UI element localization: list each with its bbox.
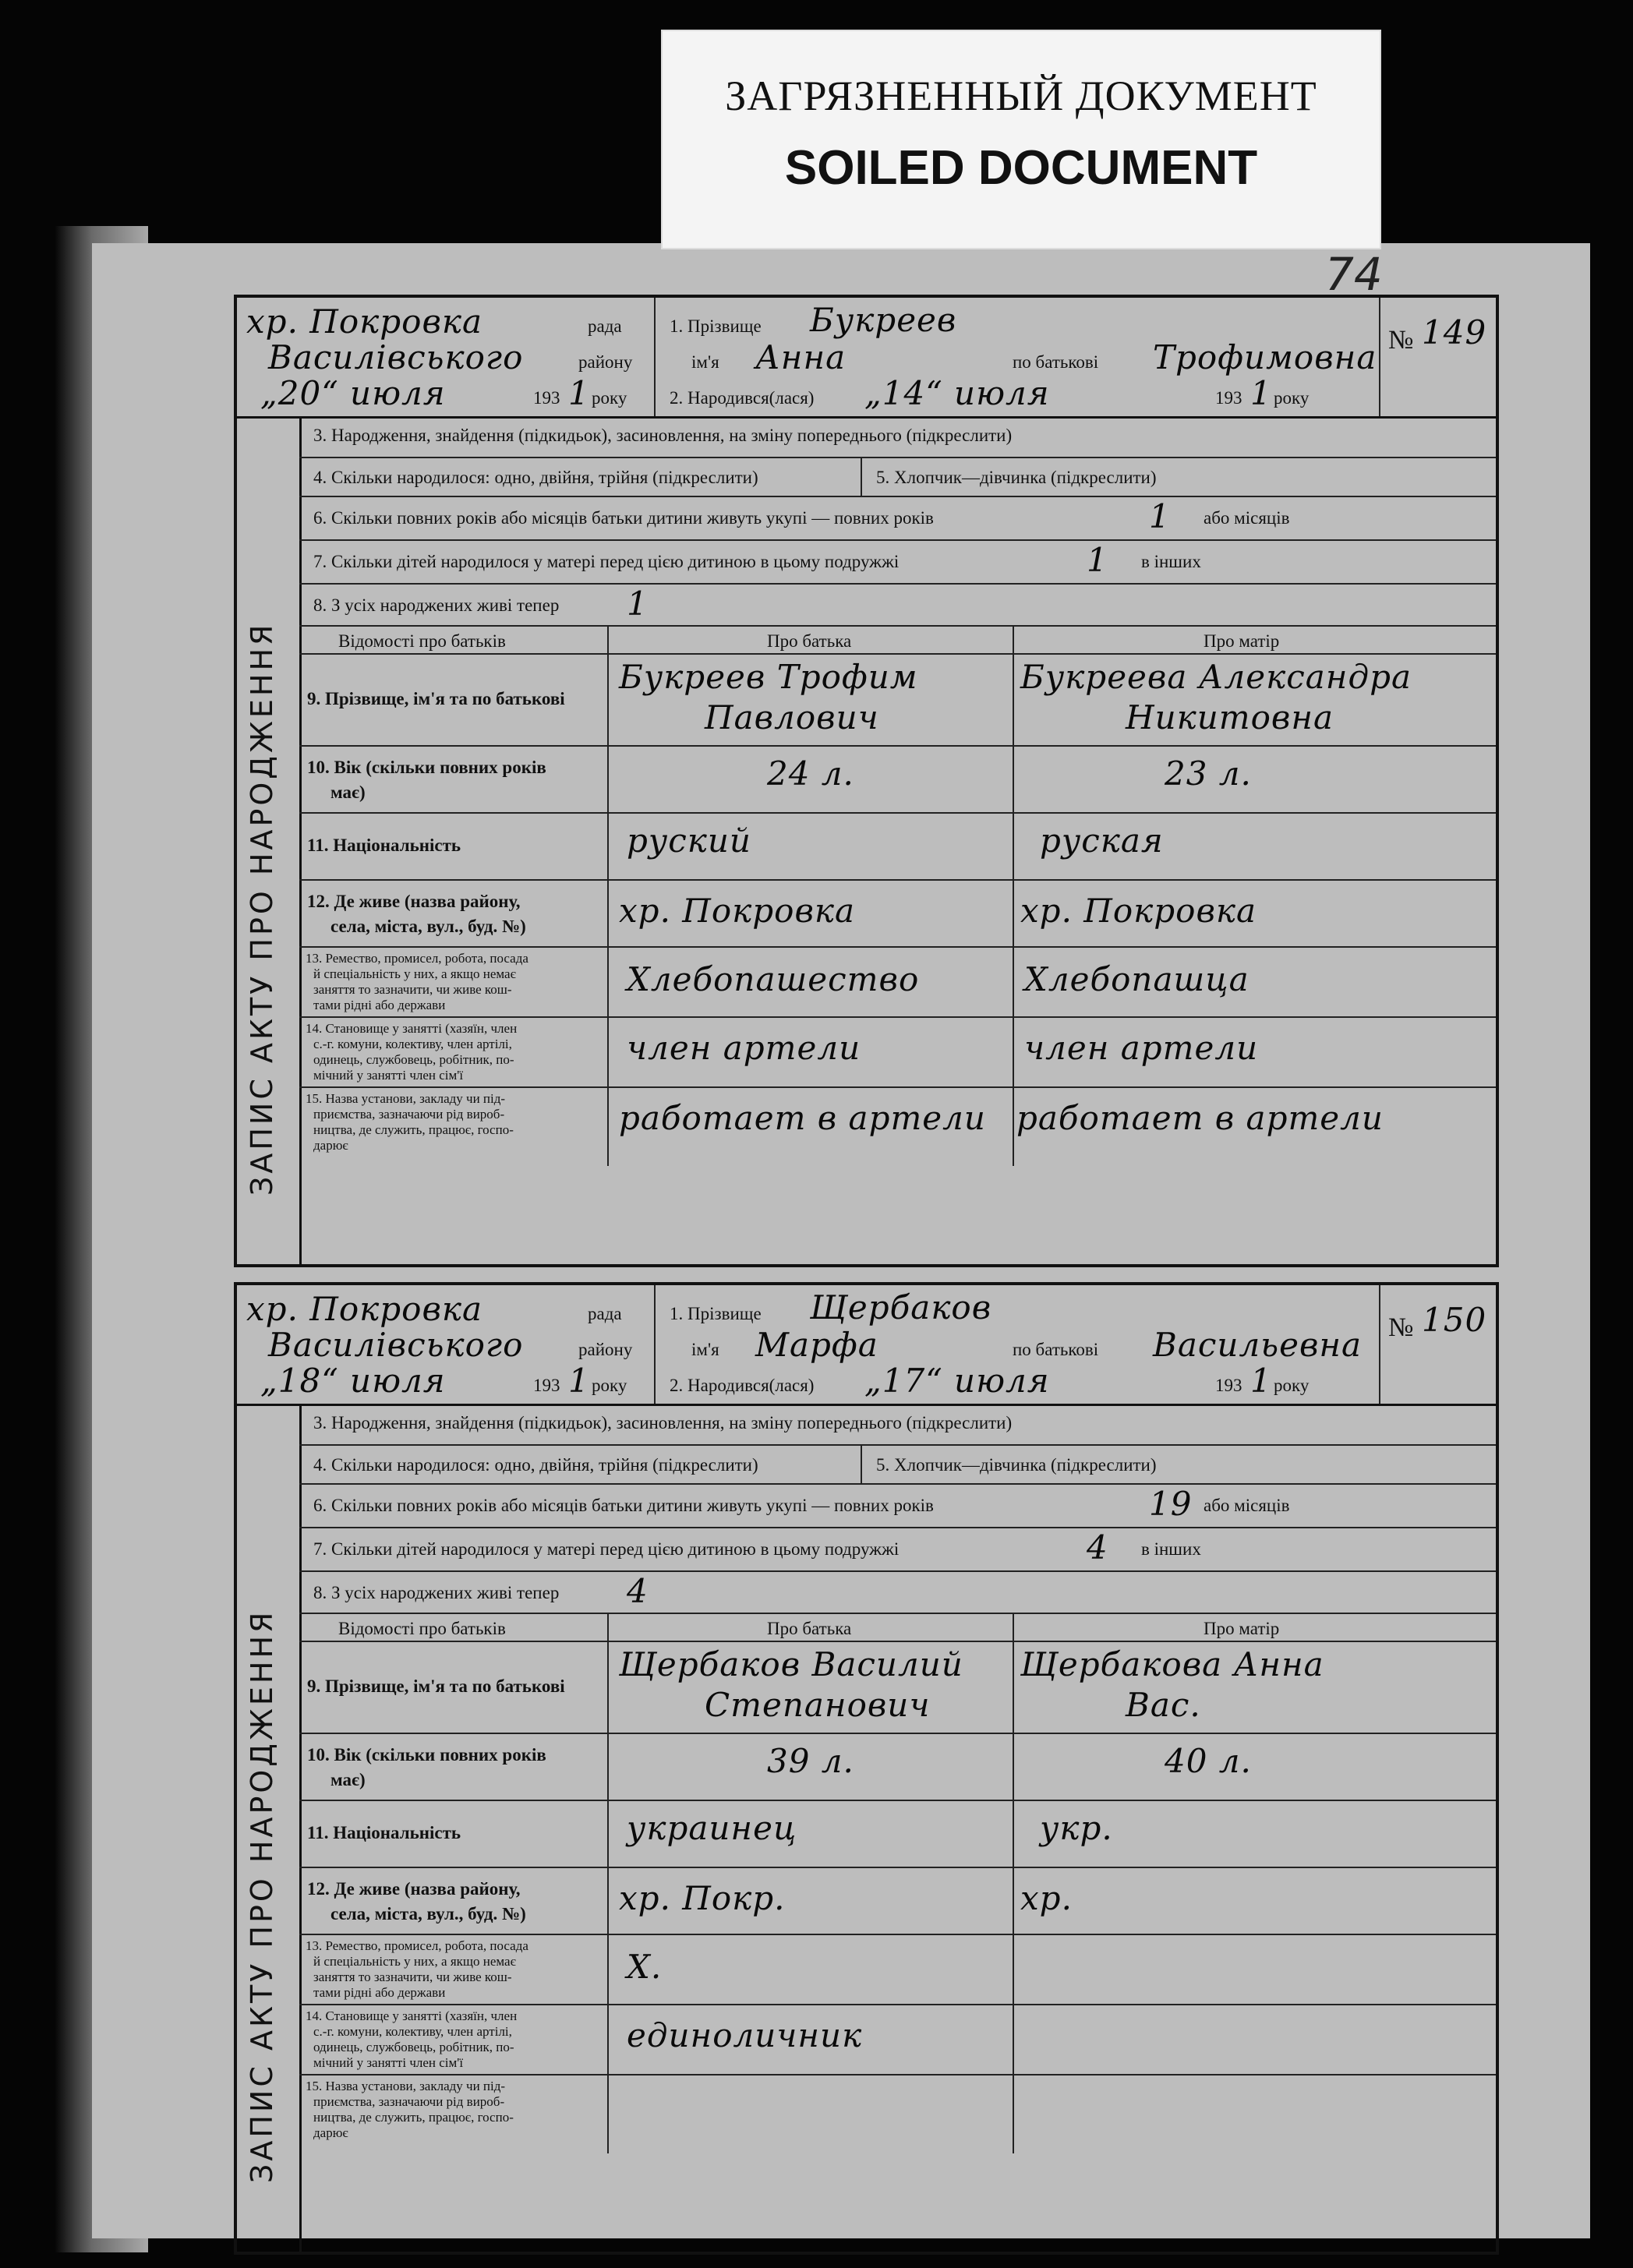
row-5-label: 5. Хлопчик—дівчинка (підкреслити): [876, 1455, 1157, 1475]
mother-name-line1: Щербакова Анна: [1020, 1645, 1324, 1683]
birth-roku-label: року: [1274, 1376, 1310, 1395]
raion-label: району: [578, 1340, 633, 1359]
row-11-label: 11. Національність: [307, 835, 461, 855]
row-12: [299, 879, 1496, 948]
row-15-label-b: приємства, зазначаючи рід вироб-: [313, 1107, 505, 1122]
mother-residence: хр.: [1020, 1879, 1073, 1917]
row-14-label-b: с.-г. комуни, колективу, член артілі,: [313, 2024, 512, 2039]
row-13-label-b: й спеціальність у них, а якщо немає: [313, 966, 516, 981]
village-name: хр. Покровка: [246, 1290, 483, 1328]
row-6-label: 6. Скільки повних років або місяців батьки дитини живуть укупі — повних років: [313, 508, 934, 528]
record-number-box: [1379, 298, 1496, 416]
child-surname: Щербаков: [810, 1288, 992, 1327]
birth-date: „17“ июля: [864, 1362, 1050, 1400]
row-12-label-a: 12. Де живе (назва району,: [307, 892, 521, 911]
row-10-label-a: 10. Вік (скільки повних років: [307, 1745, 546, 1765]
mother-name-line2: Никитовна: [1126, 698, 1334, 737]
record-number: 150: [1422, 1301, 1487, 1339]
row-13-label-d: тами рідні або держави: [313, 1985, 446, 2000]
living-children: 1: [627, 585, 649, 623]
roku-label: року: [592, 388, 627, 408]
row-10-label-a: 10. Вік (скільки повних років: [307, 758, 546, 777]
birth-year-digit: 1: [1250, 1362, 1272, 1400]
row-6-months-label: або місяців: [1204, 1496, 1290, 1515]
father-name-line1: Букреев Трофим: [619, 658, 918, 696]
registration-date: „20“ июля: [260, 374, 446, 412]
number-sign: №: [1388, 1313, 1414, 1342]
registration-place: [237, 1285, 656, 1404]
row-8-label: 8. З усіх народжених живі тепер: [313, 1583, 560, 1602]
row-14-label-d: мічний у занятті член сім'ї: [313, 2055, 464, 2070]
row-7-label: 7. Скільки дітей народилося у матері перед цією дитиною в цьому подружжі: [313, 552, 900, 571]
side-title-column: [237, 1404, 302, 2252]
row-3-label: 3. Народження, знайдення (підкидьок), засиновлення, на зміну попереднього (підкреслити): [313, 1413, 1013, 1433]
row-13-label-c: заняття то зазначити, чи живе кош-: [313, 982, 512, 997]
row-12-label-b: села, міста, вул., буд. №): [330, 1904, 526, 1924]
registration-year-digit: 1: [568, 374, 590, 412]
row-15-label-d: дарює: [313, 1138, 348, 1153]
row-9-label: 9. Прізвище, ім'я та по батькові: [307, 689, 565, 708]
mother-col-header: Про матір: [1204, 1619, 1280, 1638]
child-first-name: Анна: [755, 338, 847, 376]
row-3: [299, 1404, 1496, 1444]
row-15: [299, 1086, 1496, 1166]
row-11: [299, 1800, 1496, 1868]
registration-year-digit: 1: [568, 1362, 590, 1400]
surname-label: 1. Прізвище: [670, 1304, 762, 1323]
father-name-line1: Щербаков Василий: [619, 1645, 963, 1683]
birth-year-prefix: 193: [1215, 1376, 1242, 1395]
prior-children: 4: [1087, 1528, 1108, 1567]
mother-workplace: работает в артели: [1016, 1099, 1384, 1137]
row-13-label-a: 13. Ремество, промисел, робота, посада: [306, 951, 528, 966]
registration-date: „18“ июля: [260, 1362, 446, 1400]
label-english: SOILED DOCUMENT: [784, 141, 1258, 195]
child-first-name: Марфа: [755, 1326, 878, 1364]
surname-label: 1. Прізвище: [670, 316, 762, 336]
row-7-other-label: в інших: [1141, 1539, 1201, 1559]
row-15: [299, 2074, 1496, 2153]
row-6: [299, 496, 1496, 541]
mother-name-line2: Вас.: [1126, 1686, 1201, 1724]
row-6: [299, 1483, 1496, 1528]
row-14: [299, 1016, 1496, 1088]
father-residence: хр. Покр.: [619, 1879, 786, 1917]
child-patronymic: Трофимовна: [1153, 338, 1377, 376]
row-8-label: 8. З усіх народжених живі тепер: [313, 595, 560, 615]
row-4-5: [299, 1444, 1496, 1485]
father-position: член артели: [627, 1029, 861, 1067]
child-patronymic: Васильевна: [1153, 1326, 1363, 1364]
row-15-label-b: приємства, зазначаючи рід вироб-: [313, 2094, 505, 2109]
father-occupation: Хлебопашество: [627, 960, 920, 998]
side-title-column: [237, 416, 302, 1264]
child-info: [654, 1285, 1380, 1404]
page-number: 74: [1325, 248, 1383, 301]
name-label: ім'я: [691, 1340, 719, 1359]
district-name: Василівського: [268, 1326, 524, 1364]
registration-place: [237, 298, 656, 416]
row-15-label-d: дарює: [313, 2125, 348, 2140]
father-age: 24 л.: [767, 754, 854, 793]
year-prefix: 193: [533, 388, 560, 408]
mother-age: 40 л.: [1165, 1742, 1252, 1780]
living-children: 4: [627, 1572, 649, 1610]
raion-label: району: [578, 352, 633, 372]
row-9: [299, 653, 1496, 747]
row-13-label-c: заняття то зазначити, чи живе кош-: [313, 1969, 512, 1984]
row-11-label: 11. Національність: [307, 1823, 461, 1842]
father-residence: хр. Покровка: [619, 892, 856, 930]
years-together: 19: [1149, 1485, 1193, 1523]
row-9: [299, 1641, 1496, 1734]
row-14-label-a: 14. Становище у занятті (хазяїн, член: [306, 1021, 518, 1036]
row-10-label-b: має): [330, 1770, 366, 1789]
row-14-label-c: одинець, службовець, робітник, по-: [313, 1052, 514, 1067]
row-14-label-d: мічний у занятті член сім'ї: [313, 1068, 464, 1083]
row-3-label: 3. Народження, знайдення (підкидьок), засиновлення, на зміну попереднього (підкреслити): [313, 426, 1013, 445]
mother-age: 23 л.: [1165, 754, 1252, 793]
father-name-line2: Степанович: [705, 1686, 931, 1724]
child-info: [654, 298, 1380, 416]
roku-label: року: [592, 1376, 627, 1395]
name-label: ім'я: [691, 352, 719, 372]
father-name-line2: Павлович: [705, 698, 879, 737]
row-14-label-c: одинець, службовець, робітник, по-: [313, 2040, 514, 2054]
parents-col-header: Відомості про батьків: [338, 1619, 506, 1638]
father-occupation: Х.: [627, 1948, 663, 1986]
side-title: ЗАПИС АКТУ ПРО НАРОДЖЕННЯ: [245, 1609, 279, 2183]
row-7-label: 7. Скільки дітей народилося у матері перед цією дитиною в цьому подружжі: [313, 1539, 900, 1559]
row-14-label-b: с.-г. комуни, колективу, член артілі,: [313, 1037, 512, 1051]
rada-label: рада: [588, 1304, 622, 1323]
row-8: [299, 583, 1496, 627]
mother-name-line1: Букреева Александра: [1020, 658, 1412, 696]
row-12: [299, 1867, 1496, 1935]
mother-col-header: Про матір: [1204, 631, 1280, 651]
row-3: [299, 416, 1496, 457]
row-13-label-b: й спеціальність у них, а якщо немає: [313, 1954, 516, 1969]
row-14-label-a: 14. Становище у занятті (хазяїн, член: [306, 2008, 518, 2023]
birth-roku-label: року: [1274, 388, 1310, 408]
father-workplace: работает в артели: [619, 1099, 986, 1137]
year-prefix: 193: [533, 1376, 560, 1395]
row-15-label-a: 15. Назва установи, закладу чи під-: [306, 2079, 506, 2093]
row-15-label-c: ництва, де служить, працює, госпо-: [313, 1122, 514, 1137]
side-title: ЗАПИС АКТУ ПРО НАРОДЖЕННЯ: [245, 621, 279, 1196]
born-label: 2. Народився(лася): [670, 1376, 815, 1395]
row-13-label-a: 13. Ремество, промисел, робота, посада: [306, 1938, 528, 1953]
child-surname: Букреев: [810, 301, 957, 339]
row-4-5: [299, 457, 1496, 497]
father-age: 39 л.: [767, 1742, 854, 1780]
father-col-header: Про батька: [767, 1619, 852, 1638]
father-position: единоличник: [627, 2016, 863, 2054]
village-name: хр. Покровка: [246, 302, 483, 341]
mother-position: член артели: [1024, 1029, 1259, 1067]
row-11: [299, 812, 1496, 881]
form-header: [237, 1285, 1496, 1406]
district-name: Василівського: [268, 338, 524, 376]
row-8: [299, 1570, 1496, 1614]
birth-record-form-1: [234, 295, 1499, 1267]
born-label: 2. Народився(лася): [670, 388, 815, 408]
row-14: [299, 2004, 1496, 2075]
row-12-label-a: 12. Де живе (назва району,: [307, 1879, 521, 1899]
label-russian: ЗАГРЯЗНЕННЫЙ ДОКУМЕНТ: [725, 72, 1317, 119]
row-6-label: 6. Скільки повних років або місяців батьки дитини живуть укупі — повних років: [313, 1496, 934, 1515]
mother-nationality: руская: [1040, 821, 1164, 860]
row-5-label: 5. Хлопчик—дівчинка (підкреслити): [876, 468, 1157, 487]
mother-residence: хр. Покровка: [1020, 892, 1257, 930]
row-13: [299, 946, 1496, 1018]
row-6-months-label: або місяців: [1204, 508, 1290, 528]
row-15-label-c: ництва, де служить, працює, госпо-: [313, 2110, 514, 2125]
row-13: [299, 1934, 1496, 2005]
birth-date: „14“ июля: [864, 374, 1050, 412]
parents-header-row: [299, 625, 1496, 655]
row-4-label: 4. Скільки народилося: одно, двійня, трійня (підкреслити): [313, 1455, 758, 1475]
birth-year-prefix: 193: [1215, 388, 1242, 408]
parents-header-row: [299, 1613, 1496, 1642]
father-nationality: украинец: [627, 1809, 797, 1847]
birth-record-form-2: [234, 1282, 1499, 2255]
row-12-label-b: села, міста, вул., буд. №): [330, 917, 526, 936]
prior-children: 1: [1087, 541, 1108, 579]
soiled-document-label: [661, 30, 1381, 249]
row-15-label-a: 15. Назва установи, закладу чи під-: [306, 1091, 506, 1106]
row-9-label: 9. Прізвище, ім'я та по батькові: [307, 1676, 565, 1696]
record-number-box: [1379, 1285, 1496, 1404]
row-7-other-label: в інших: [1141, 552, 1201, 571]
birth-year-digit: 1: [1250, 374, 1272, 412]
row-10: [299, 745, 1496, 814]
row-13-label-d: тами рідні або держави: [313, 998, 446, 1012]
mother-occupation: Хлебопашца: [1024, 960, 1249, 998]
row-4-label: 4. Скільки народилося: одно, двійня, трійня (підкреслити): [313, 468, 758, 487]
row-10-label-b: має): [330, 782, 366, 802]
row-7: [299, 539, 1496, 585]
record-number: 149: [1422, 313, 1487, 352]
number-sign: №: [1388, 326, 1414, 355]
father-col-header: Про батька: [767, 631, 852, 651]
form-header: [237, 298, 1496, 419]
patronymic-label: по батькові: [1013, 1340, 1099, 1359]
patronymic-label: по батькові: [1013, 352, 1099, 372]
row-10: [299, 1733, 1496, 1801]
row-7: [299, 1527, 1496, 1572]
father-nationality: руский: [627, 821, 751, 860]
rada-label: рада: [588, 316, 622, 336]
parents-col-header: Відомості про батьків: [338, 631, 506, 651]
mother-nationality: укр.: [1040, 1809, 1113, 1847]
years-together: 1: [1149, 497, 1171, 535]
